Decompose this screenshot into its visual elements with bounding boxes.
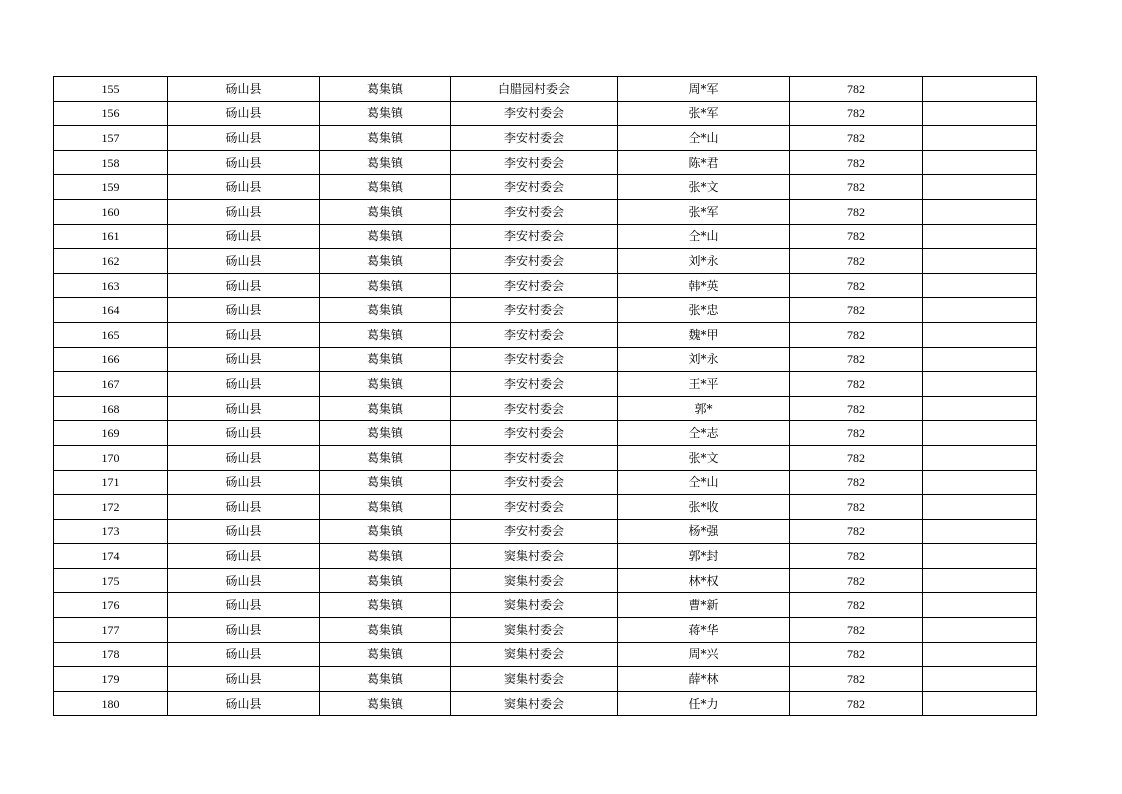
amount-cell: 782 bbox=[790, 249, 923, 274]
serial-number-cell: 180 bbox=[54, 691, 168, 716]
table-row bbox=[54, 224, 1037, 249]
remark-cell bbox=[923, 347, 1037, 372]
serial-number-cell: 166 bbox=[54, 347, 168, 372]
person-name-cell: 蒋*华 bbox=[618, 618, 790, 643]
person-name-cell: 薛*林 bbox=[618, 667, 790, 692]
serial-number-cell: 162 bbox=[54, 249, 168, 274]
county-cell: 砀山县 bbox=[168, 568, 320, 593]
town-cell: 葛集镇 bbox=[320, 77, 451, 102]
table-row bbox=[54, 199, 1037, 224]
amount-cell: 782 bbox=[790, 642, 923, 667]
person-name-cell: 魏*甲 bbox=[618, 322, 790, 347]
village-committee-cell: 李安村委会 bbox=[451, 273, 618, 298]
village-committee-cell: 李安村委会 bbox=[451, 347, 618, 372]
remark-cell bbox=[923, 199, 1037, 224]
person-name-cell: 仝*志 bbox=[618, 421, 790, 446]
village-committee-cell: 窦集村委会 bbox=[451, 544, 618, 569]
amount-cell: 782 bbox=[790, 618, 923, 643]
town-cell: 葛集镇 bbox=[320, 372, 451, 397]
amount-cell: 782 bbox=[790, 568, 923, 593]
town-cell: 葛集镇 bbox=[320, 495, 451, 520]
remark-cell bbox=[923, 273, 1037, 298]
serial-number-cell: 174 bbox=[54, 544, 168, 569]
village-committee-cell: 李安村委会 bbox=[451, 372, 618, 397]
table-row bbox=[54, 249, 1037, 274]
remark-cell bbox=[923, 77, 1037, 102]
table-row bbox=[54, 667, 1037, 692]
village-committee-cell: 李安村委会 bbox=[451, 199, 618, 224]
village-committee-cell: 李安村委会 bbox=[451, 421, 618, 446]
village-committee-cell: 李安村委会 bbox=[451, 322, 618, 347]
table-row bbox=[54, 445, 1037, 470]
person-name-cell: 杨*强 bbox=[618, 519, 790, 544]
county-cell: 砀山县 bbox=[168, 347, 320, 372]
amount-cell: 782 bbox=[790, 421, 923, 446]
county-cell: 砀山县 bbox=[168, 322, 320, 347]
amount-cell: 782 bbox=[790, 396, 923, 421]
table-row bbox=[54, 495, 1037, 520]
table-row bbox=[54, 273, 1037, 298]
amount-cell: 782 bbox=[790, 224, 923, 249]
amount-cell: 782 bbox=[790, 519, 923, 544]
serial-number-cell: 159 bbox=[54, 175, 168, 200]
remark-cell bbox=[923, 495, 1037, 520]
table-row bbox=[54, 568, 1037, 593]
town-cell: 葛集镇 bbox=[320, 667, 451, 692]
county-cell: 砀山县 bbox=[168, 593, 320, 618]
serial-number-cell: 170 bbox=[54, 445, 168, 470]
village-committee-cell: 李安村委会 bbox=[451, 101, 618, 126]
village-committee-cell: 李安村委会 bbox=[451, 445, 618, 470]
serial-number-cell: 175 bbox=[54, 568, 168, 593]
table-row bbox=[54, 298, 1037, 323]
village-committee-cell: 窦集村委会 bbox=[451, 593, 618, 618]
county-cell: 砀山县 bbox=[168, 642, 320, 667]
serial-number-cell: 160 bbox=[54, 199, 168, 224]
person-name-cell: 刘*永 bbox=[618, 249, 790, 274]
town-cell: 葛集镇 bbox=[320, 126, 451, 151]
county-cell: 砀山县 bbox=[168, 175, 320, 200]
county-cell: 砀山县 bbox=[168, 544, 320, 569]
county-cell: 砀山县 bbox=[168, 298, 320, 323]
amount-cell: 782 bbox=[790, 175, 923, 200]
table-row bbox=[54, 347, 1037, 372]
town-cell: 葛集镇 bbox=[320, 470, 451, 495]
town-cell: 葛集镇 bbox=[320, 642, 451, 667]
person-name-cell: 仝*山 bbox=[618, 224, 790, 249]
person-name-cell: 韩*英 bbox=[618, 273, 790, 298]
amount-cell: 782 bbox=[790, 150, 923, 175]
town-cell: 葛集镇 bbox=[320, 421, 451, 446]
remark-cell bbox=[923, 618, 1037, 643]
table-row bbox=[54, 101, 1037, 126]
village-committee-cell: 窦集村委会 bbox=[451, 618, 618, 643]
town-cell: 葛集镇 bbox=[320, 175, 451, 200]
subsidy-list-table bbox=[53, 76, 1037, 716]
serial-number-cell: 179 bbox=[54, 667, 168, 692]
remark-cell bbox=[923, 101, 1037, 126]
remark-cell bbox=[923, 421, 1037, 446]
remark-cell bbox=[923, 126, 1037, 151]
town-cell: 葛集镇 bbox=[320, 249, 451, 274]
town-cell: 葛集镇 bbox=[320, 347, 451, 372]
person-name-cell: 林*权 bbox=[618, 568, 790, 593]
remark-cell bbox=[923, 396, 1037, 421]
town-cell: 葛集镇 bbox=[320, 618, 451, 643]
person-name-cell: 任*力 bbox=[618, 691, 790, 716]
village-committee-cell: 李安村委会 bbox=[451, 396, 618, 421]
person-name-cell: 周*军 bbox=[618, 77, 790, 102]
village-committee-cell: 李安村委会 bbox=[451, 249, 618, 274]
village-committee-cell: 李安村委会 bbox=[451, 126, 618, 151]
remark-cell bbox=[923, 593, 1037, 618]
table-row bbox=[54, 77, 1037, 102]
amount-cell: 782 bbox=[790, 347, 923, 372]
amount-cell: 782 bbox=[790, 101, 923, 126]
table-row bbox=[54, 175, 1037, 200]
county-cell: 砀山县 bbox=[168, 101, 320, 126]
remark-cell bbox=[923, 445, 1037, 470]
person-name-cell: 陈*君 bbox=[618, 150, 790, 175]
table-row bbox=[54, 396, 1037, 421]
town-cell: 葛集镇 bbox=[320, 150, 451, 175]
town-cell: 葛集镇 bbox=[320, 273, 451, 298]
county-cell: 砀山县 bbox=[168, 224, 320, 249]
serial-number-cell: 168 bbox=[54, 396, 168, 421]
amount-cell: 782 bbox=[790, 322, 923, 347]
remark-cell bbox=[923, 519, 1037, 544]
amount-cell: 782 bbox=[790, 273, 923, 298]
village-committee-cell: 李安村委会 bbox=[451, 495, 618, 520]
remark-cell bbox=[923, 568, 1037, 593]
person-name-cell: 张*文 bbox=[618, 445, 790, 470]
town-cell: 葛集镇 bbox=[320, 593, 451, 618]
person-name-cell: 张*文 bbox=[618, 175, 790, 200]
town-cell: 葛集镇 bbox=[320, 445, 451, 470]
amount-cell: 782 bbox=[790, 667, 923, 692]
person-name-cell: 张*收 bbox=[618, 495, 790, 520]
county-cell: 砀山县 bbox=[168, 618, 320, 643]
remark-cell bbox=[923, 224, 1037, 249]
remark-cell bbox=[923, 298, 1037, 323]
person-name-cell: 郭*封 bbox=[618, 544, 790, 569]
amount-cell: 782 bbox=[790, 470, 923, 495]
village-committee-cell: 李安村委会 bbox=[451, 224, 618, 249]
village-committee-cell: 窦集村委会 bbox=[451, 667, 618, 692]
town-cell: 葛集镇 bbox=[320, 224, 451, 249]
table-row bbox=[54, 544, 1037, 569]
town-cell: 葛集镇 bbox=[320, 199, 451, 224]
county-cell: 砀山县 bbox=[168, 445, 320, 470]
village-committee-cell: 白腊园村委会 bbox=[451, 77, 618, 102]
county-cell: 砀山县 bbox=[168, 691, 320, 716]
county-cell: 砀山县 bbox=[168, 77, 320, 102]
amount-cell: 782 bbox=[790, 691, 923, 716]
person-name-cell: 曹*新 bbox=[618, 593, 790, 618]
county-cell: 砀山县 bbox=[168, 470, 320, 495]
remark-cell bbox=[923, 150, 1037, 175]
town-cell: 葛集镇 bbox=[320, 298, 451, 323]
remark-cell bbox=[923, 642, 1037, 667]
village-committee-cell: 李安村委会 bbox=[451, 470, 618, 495]
amount-cell: 782 bbox=[790, 199, 923, 224]
person-name-cell: 仝*山 bbox=[618, 470, 790, 495]
serial-number-cell: 172 bbox=[54, 495, 168, 520]
table-row bbox=[54, 642, 1037, 667]
county-cell: 砀山县 bbox=[168, 396, 320, 421]
remark-cell bbox=[923, 175, 1037, 200]
village-committee-cell: 李安村委会 bbox=[451, 150, 618, 175]
remark-cell bbox=[923, 322, 1037, 347]
county-cell: 砀山县 bbox=[168, 519, 320, 544]
town-cell: 葛集镇 bbox=[320, 544, 451, 569]
amount-cell: 782 bbox=[790, 372, 923, 397]
county-cell: 砀山县 bbox=[168, 495, 320, 520]
town-cell: 葛集镇 bbox=[320, 322, 451, 347]
table-row bbox=[54, 691, 1037, 716]
serial-number-cell: 178 bbox=[54, 642, 168, 667]
town-cell: 葛集镇 bbox=[320, 396, 451, 421]
county-cell: 砀山县 bbox=[168, 372, 320, 397]
county-cell: 砀山县 bbox=[168, 667, 320, 692]
person-name-cell: 刘*永 bbox=[618, 347, 790, 372]
person-name-cell: 张*军 bbox=[618, 101, 790, 126]
remark-cell bbox=[923, 372, 1037, 397]
person-name-cell: 仝*山 bbox=[618, 126, 790, 151]
serial-number-cell: 158 bbox=[54, 150, 168, 175]
amount-cell: 782 bbox=[790, 298, 923, 323]
village-committee-cell: 李安村委会 bbox=[451, 298, 618, 323]
amount-cell: 782 bbox=[790, 593, 923, 618]
person-name-cell: 张*忠 bbox=[618, 298, 790, 323]
village-committee-cell: 窦集村委会 bbox=[451, 568, 618, 593]
village-committee-cell: 窦集村委会 bbox=[451, 642, 618, 667]
village-committee-cell: 李安村委会 bbox=[451, 519, 618, 544]
table-row bbox=[54, 421, 1037, 446]
table-row bbox=[54, 618, 1037, 643]
table-body bbox=[54, 77, 1037, 716]
serial-number-cell: 165 bbox=[54, 322, 168, 347]
amount-cell: 782 bbox=[790, 544, 923, 569]
remark-cell bbox=[923, 249, 1037, 274]
serial-number-cell: 176 bbox=[54, 593, 168, 618]
table-row bbox=[54, 470, 1037, 495]
person-name-cell: 郭* bbox=[618, 396, 790, 421]
serial-number-cell: 161 bbox=[54, 224, 168, 249]
table-row bbox=[54, 593, 1037, 618]
serial-number-cell: 155 bbox=[54, 77, 168, 102]
village-committee-cell: 窦集村委会 bbox=[451, 691, 618, 716]
table-row bbox=[54, 519, 1037, 544]
town-cell: 葛集镇 bbox=[320, 101, 451, 126]
county-cell: 砀山县 bbox=[168, 126, 320, 151]
person-name-cell: 王*平 bbox=[618, 372, 790, 397]
remark-cell bbox=[923, 470, 1037, 495]
remark-cell bbox=[923, 667, 1037, 692]
amount-cell: 782 bbox=[790, 77, 923, 102]
remark-cell bbox=[923, 691, 1037, 716]
serial-number-cell: 169 bbox=[54, 421, 168, 446]
serial-number-cell: 167 bbox=[54, 372, 168, 397]
table-row bbox=[54, 372, 1037, 397]
amount-cell: 782 bbox=[790, 445, 923, 470]
serial-number-cell: 163 bbox=[54, 273, 168, 298]
serial-number-cell: 173 bbox=[54, 519, 168, 544]
serial-number-cell: 157 bbox=[54, 126, 168, 151]
remark-cell bbox=[923, 544, 1037, 569]
serial-number-cell: 164 bbox=[54, 298, 168, 323]
town-cell: 葛集镇 bbox=[320, 568, 451, 593]
county-cell: 砀山县 bbox=[168, 199, 320, 224]
county-cell: 砀山县 bbox=[168, 249, 320, 274]
table-row bbox=[54, 126, 1037, 151]
person-name-cell: 周*兴 bbox=[618, 642, 790, 667]
town-cell: 葛集镇 bbox=[320, 691, 451, 716]
town-cell: 葛集镇 bbox=[320, 519, 451, 544]
table-row bbox=[54, 150, 1037, 175]
county-cell: 砀山县 bbox=[168, 150, 320, 175]
county-cell: 砀山县 bbox=[168, 273, 320, 298]
serial-number-cell: 156 bbox=[54, 101, 168, 126]
person-name-cell: 张*军 bbox=[618, 199, 790, 224]
serial-number-cell: 171 bbox=[54, 470, 168, 495]
village-committee-cell: 李安村委会 bbox=[451, 175, 618, 200]
county-cell: 砀山县 bbox=[168, 421, 320, 446]
serial-number-cell: 177 bbox=[54, 618, 168, 643]
amount-cell: 782 bbox=[790, 495, 923, 520]
amount-cell: 782 bbox=[790, 126, 923, 151]
table-row bbox=[54, 322, 1037, 347]
